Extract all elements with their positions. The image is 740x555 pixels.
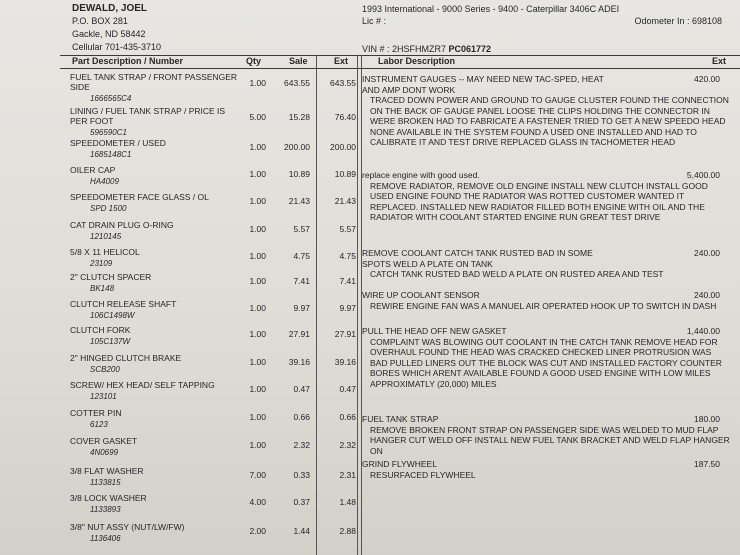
part-qty: 1.00 (249, 224, 266, 234)
part-sale: 39.16 (288, 357, 310, 367)
labor-title: FUEL TANK STRAP (362, 414, 439, 424)
labor-amount: 240.00 (694, 248, 720, 258)
part-ext: 2.31 (339, 470, 356, 480)
header-bottom-rule (60, 68, 740, 69)
part-sale: 2.32 (293, 440, 310, 450)
labor-title: GRIND FLYWHEEL (362, 459, 437, 469)
part-qty: 1.00 (249, 440, 266, 450)
part-sale: 4.75 (293, 251, 310, 261)
part-qty: 1.00 (249, 384, 266, 394)
customer-block (72, 2, 161, 54)
part-sale: 643.55 (284, 78, 310, 88)
labor-amount: 180.00 (694, 414, 720, 424)
part-description: COTTER PIN (70, 408, 122, 418)
part-number: SPD 1500 (90, 204, 127, 213)
part-ext: 7.41 (339, 276, 356, 286)
part-row (60, 493, 358, 515)
part-number: 23109 (90, 259, 113, 268)
part-ext: 0.47 (339, 384, 356, 394)
part-description: FUEL TANK STRAP / FRONT PASSENGER SIDE (70, 72, 238, 92)
part-row (60, 247, 358, 269)
part-ext: 39.16 (334, 357, 356, 367)
labor-title: PULL THE HEAD OFF NEW GASKET (362, 326, 507, 336)
col-header-part-description: Part Description / Number (72, 56, 184, 66)
part-description: OILER CAP (70, 165, 116, 175)
labor-amount: 420.00 (694, 74, 720, 84)
part-row (60, 106, 358, 138)
part-number: 1210145 (90, 232, 122, 241)
part-ext: 643.55 (330, 78, 356, 88)
part-sale: 9.97 (293, 303, 310, 313)
part-qty: 5.00 (249, 112, 266, 122)
part-sale: 27.91 (288, 329, 310, 339)
col-header-labor-description: Labor Description (378, 56, 456, 66)
labor-entry (362, 290, 730, 311)
part-sale: 1.44 (293, 526, 310, 536)
part-sale: 0.33 (293, 470, 310, 480)
labor-detail: CATCH TANK RUSTED BAD WELD A PLATE ON RUSTED AREA AND TEST (370, 269, 664, 279)
part-sale: 21.43 (288, 196, 310, 206)
part-number: 106C1498W (90, 311, 135, 320)
labor-detail: REMOVE RADIATOR, REMOVE OLD ENGINE INSTALL NEW CLUTCH INSTALL GOOD USED ENGINE FOUND THE RADIATOR WAS ROTTED CUSTOMER WANTED IT REPLACED. INSTALLED NEW RADIATOR FILLED BOTH ENGINE WITH OIL AND THE RADIATOR WITH COOLANT STARTED ENGINE RUN GREAT TEST DRIVE (370, 180, 708, 222)
part-row (60, 325, 358, 347)
part-ext: 200.00 (330, 142, 356, 152)
part-description: SPEEDOMETER FACE GLASS / OL (70, 192, 209, 202)
part-number: SCB200 (90, 365, 120, 374)
labor-amount: 1,440.00 (686, 326, 720, 336)
labor-title: WIRE UP COOLANT SENSOR (362, 290, 480, 300)
col-header-qty: Qty (246, 56, 262, 66)
part-number: BK148 (90, 284, 115, 293)
part-number: 1133893 (90, 505, 121, 514)
part-row (60, 220, 358, 242)
license-label: Lic # : (362, 16, 387, 26)
part-sale: 5.57 (293, 224, 310, 234)
col-header-sale: Sale (289, 56, 308, 66)
part-number: 6123 (90, 420, 108, 429)
labor-title: REMOVE COOLANT CATCH TANK RUSTED BAD IN SOME SPOTS WELD A PLATE ON TANK (362, 248, 593, 269)
labor-detail: REWIRE ENGINE FAN WAS A MANUEL AIR OPERATED HOOK UP TO SWITCH IN DASH (370, 300, 717, 311)
part-qty: 1.00 (249, 196, 266, 206)
part-qty: 1.00 (249, 303, 266, 313)
part-qty: 1.00 (249, 142, 266, 152)
part-sale: 15.28 (288, 112, 310, 122)
part-row (60, 165, 358, 187)
col-header-labor-ext: Ext (712, 56, 727, 66)
part-qty: 1.00 (249, 78, 266, 88)
customer-phone: Cellular 701-435-3710 (72, 42, 162, 52)
vehicle-description: 1993 International - 9000 Series - 9400 - Caterpillar 3406C ADEI (362, 4, 620, 14)
labor-entry (362, 248, 730, 280)
part-ext: 76.40 (334, 112, 356, 122)
col-header-ext: Ext (334, 56, 349, 66)
part-qty: 2.00 (249, 526, 266, 536)
part-qty: 1.00 (249, 329, 266, 339)
labor-detail: REMOVE BROKEN FRONT STRAP ON PASSENGER SIDE WAS WELDED TO MUD FLAP HANGER CUT WELD OFF INSTALL NEW FUEL TANK BRACKET AND WELD FLAP HANGER ON (370, 424, 730, 456)
part-number: 1685148C1 (90, 150, 132, 159)
part-description: SPEEDOMETER / USED (70, 138, 166, 148)
part-description: CLUTCH FORK (70, 325, 131, 335)
part-description: SCREW/ HEX HEAD/ SELF TAPPING (70, 380, 215, 390)
part-ext: 4.75 (339, 251, 356, 261)
labor-amount: 187.50 (694, 459, 720, 469)
part-number: 1133815 (90, 478, 121, 487)
part-description: 2" CLUTCH SPACER (70, 272, 152, 282)
part-row (60, 299, 358, 321)
part-number: 4N0699 (90, 448, 119, 457)
labor-detail: RESURFACED FLYWHEEL (370, 469, 476, 480)
part-ext: 10.89 (334, 169, 356, 179)
part-sale: 0.37 (293, 497, 310, 507)
part-ext: 1.48 (339, 497, 356, 507)
part-description: 5/8 X 11 HELICOL (70, 247, 140, 257)
labor-entry (362, 414, 730, 456)
part-ext: 2.32 (339, 440, 356, 450)
labor-detail: TRACED DOWN POWER AND GROUND TO GAUGE CLUSTER FOUND THE CONNECTION ON THE BACK OF GAUGE PANEL LOOSE THE CLIPS HOLDING THE CONNECTOR IN WERE BROKEN HAD TO FABRICATE A FASTENER TRIED TO GET A NEW SPEEDO HEAD NONE AVAILABLE IN THE SYSTEM FOUND A USED ONE INSTALLED AND HAD TO CALIBRATE IT AND TEST DRIVE REPLACED GLASS IN TACHOMETER HEAD (370, 95, 729, 147)
part-row (60, 138, 358, 160)
part-sale: 10.89 (288, 169, 310, 179)
customer-address-1: P.O. BOX 281 (72, 16, 128, 26)
labor-title: replace engine with good used. (362, 170, 480, 180)
part-row (60, 192, 358, 214)
part-row (60, 380, 358, 402)
part-row (60, 272, 358, 294)
part-row (60, 522, 358, 544)
customer-address-2: Gackle, ND 58442 (72, 29, 146, 39)
part-description: 3/8 LOCK WASHER (70, 493, 147, 503)
part-sale: 200.00 (284, 142, 310, 152)
part-qty: 1.00 (249, 276, 266, 286)
part-number: HA4009 (90, 177, 119, 186)
part-sale: 7.41 (293, 276, 310, 286)
part-ext: 2.88 (339, 526, 356, 536)
labor-entry (362, 74, 730, 148)
part-row (60, 436, 358, 458)
labor-entry (362, 326, 730, 389)
part-description: LINING / FUEL TANK STRAP / PRICE IS PER FOOT (70, 106, 226, 126)
odometer-in: Odometer In : 698108 (634, 16, 722, 26)
part-qty: 1.00 (249, 357, 266, 367)
part-description: CAT DRAIN PLUG O-RING (70, 220, 174, 230)
part-ext: 9.97 (339, 303, 356, 313)
part-row (60, 466, 358, 488)
labor-amount: 5,400.00 (686, 170, 720, 180)
part-qty: 1.00 (249, 251, 266, 261)
part-ext: 21.43 (334, 196, 356, 206)
part-description: CLUTCH RELEASE SHAFT (70, 299, 177, 309)
part-ext: 27.91 (334, 329, 356, 339)
labor-amount: 240.00 (694, 290, 720, 300)
vin-unit: PC061772 (448, 44, 492, 54)
part-qty: 4.00 (249, 497, 266, 507)
labor-detail: COMPLAINT WAS BLOWING OUT COOLANT IN THE CATCH TANK REMOVE HEAD FOR OVERHAUL FOUND THE HEAD WAS CRACKED CHECKED LINER PROTRUSION WAS BAD PULLED LINERS OUT THE BLOCK WAS CUT AND INSTALLED FACTORY COUNTER BORES WHICH ARENT AVAILABLE FOUND A GOOD USED ENGINE WITH LOW MILES APPROXIMATLY (20,000) MILES (370, 336, 722, 389)
part-qty: 7.00 (249, 470, 266, 480)
vehicle-block (362, 3, 732, 27)
part-description: 2" HINGED CLUTCH BRAKE (70, 353, 182, 363)
vin-line (362, 44, 491, 54)
labor-title: INSTRUMENT GAUGES -- MAY NEED NEW TAC-SPED, HEAT AND AMP DONT WORK (362, 74, 604, 95)
part-ext: 5.57 (339, 224, 356, 234)
part-sale: 0.66 (293, 412, 310, 422)
part-row (60, 72, 358, 104)
part-description: COVER GASKET (70, 436, 138, 446)
part-number: 596590C1 (90, 128, 127, 137)
part-description: 3/8" NUT ASSY (NUT/LW/FW) (70, 522, 185, 532)
customer-name: DEWALD, JOEL (72, 3, 148, 14)
part-qty: 1.00 (249, 169, 266, 179)
part-qty: 1.00 (249, 412, 266, 422)
labor-entry (362, 459, 730, 480)
part-row (60, 353, 358, 375)
part-number: 105C137W (90, 337, 131, 346)
labor-entry (362, 170, 730, 223)
part-sale: 0.47 (293, 384, 310, 394)
part-number: 1136406 (90, 534, 121, 543)
part-ext: 0.66 (339, 412, 356, 422)
part-description: 3/8 FLAT WASHER (70, 466, 144, 476)
part-number: 123101 (90, 392, 117, 401)
part-row (60, 408, 358, 430)
vin-label: VIN # : 2HSFHMZR7 (362, 44, 447, 54)
part-number: 1666565C4 (90, 94, 132, 103)
